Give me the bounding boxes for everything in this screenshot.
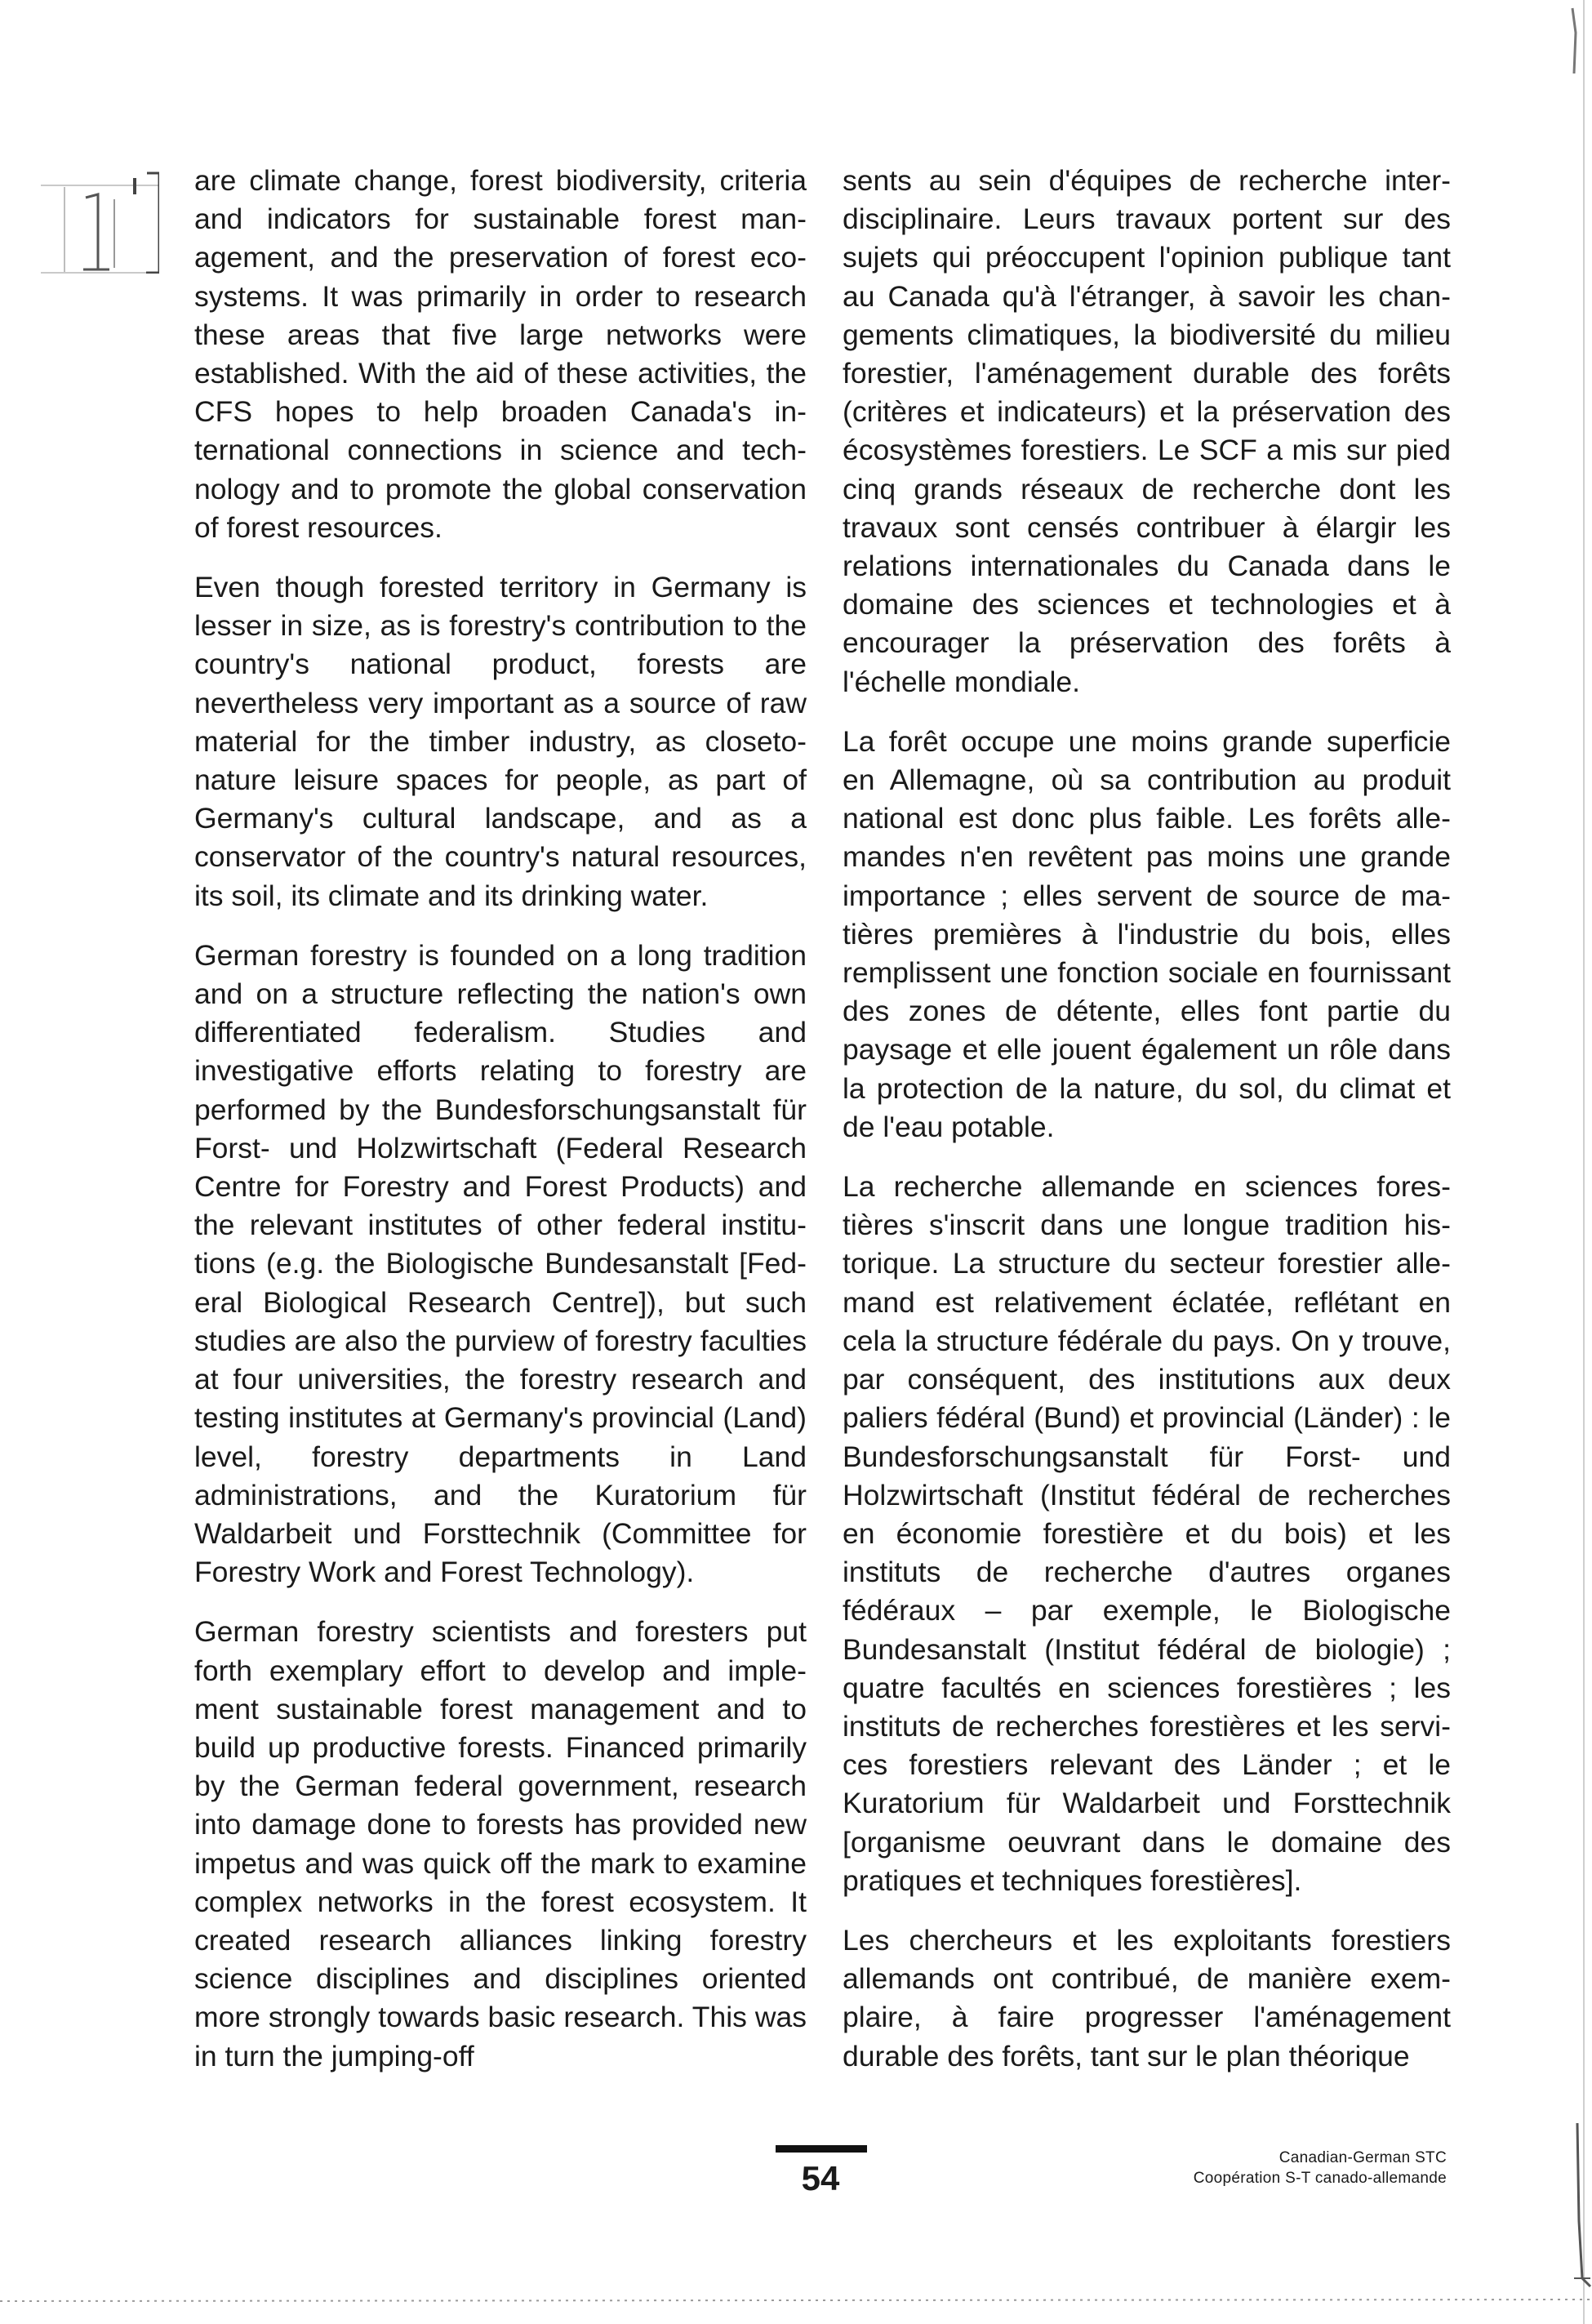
english-paragraph-1: are climate change, forest biodiversity, criteria and indicators for sustainable forest management, and the preservation of forest ecosystems. It was primarily in order to research these areas that five large networks were established. With the aid of these activities, the CFS hopes to help broaden Canada's international connections in science and technology and to promote the global conservation of forest resources. xyxy=(194,164,807,544)
french-column xyxy=(843,162,1451,2097)
chapter-tab-mark xyxy=(41,171,159,274)
french-paragraph-2: La forêt occupe une moins grande superficie en Allemagne, où sa contribution au produit national est donc plus faible. Les forêts allemandes n'en revêtent pas moins une grande importance ; elles servent de source de matières premières à l'industrie du bois, elles remplissent une fonction sociale en fournissant des zones de détente, elles font partie du paysage et elle jouent également un rôle dans la protection de la nature, du sol, du climat et de l'eau potable. xyxy=(843,724,1451,1143)
french-paragraph-3: La recherche allemande en sciences forestières s'inscrit dans une longue tradition historique. La structure du secteur forestier allemand est relativement éclatée, reflétant en cela la structure fédérale du pays. On y trouve, par conséquent, des institutions aux deux paliers fédéral (Bund) et provincial (Länder) : le Bundesforschungsanstalt für Forst- und Holzwirtschaft (Institut fédéral de recherches en économie forestière et du bois) et les instituts de recherche d'autres organes fédéraux – par exemple, le Biologische Bundesanstalt (Institut fédéral de biologie) ; quatre facultés en sciences forestières ; les instituts de recherches forestières et les services forestiers relevant des Länder ; et le Kuratorium für Waldarbeit und Forsttechnik [organisme oeuvrant dans le domaine des pratiques et techniques forestières]. xyxy=(843,1170,1451,1897)
french-paragraph-4: Les chercheurs et les exploitants forestiers allemands ont contribué, de manière exemplaire, à faire progresser l'aménagement durable des forêts, tant sur le plan théorique xyxy=(843,1923,1451,2072)
footer-rule xyxy=(776,2145,867,2153)
scan-binding-edge xyxy=(1525,0,1592,2324)
english-paragraph-2: Even though forested territory in Germany is lesser in size, as is forestry's contribution to the country's national product, forests are nevertheless very important as a source of raw material for the timber industry, as closeto-nature leisure spaces for people, as part of Germany's cultural landscape, and as a conservator of the country's natural resources, its soil, its climate and its drinking water. xyxy=(194,571,807,912)
footer-credit-english: Canadian-German STC xyxy=(1278,2149,1447,2166)
french-paragraph-1: sents au sein d'équipes de recherche interdisciplinaire. Leurs travaux portent sur des sujets qui préoccupent l'opinion publique tant au Canada qu'à l'étranger, à savoir les changements climatiques, la biodiversité du milieu forestier, l'aménagement durable des forêts (critères et indicateurs) et la préservation des écosystèmes forestiers. Le SCF a mis sur pied cinq grands réseaux de recherche dont les travaux sont censés contribuer à élargir les relations internationales du Canada dans le domaine des sciences et technologies et à encourager la préservation des forêts à l'échelle mondiale. xyxy=(843,164,1451,698)
english-paragraph-4: German forestry scientists and foresters put forth exemplary effort to develop and implement sustainable forest management and to build up productive forests. Financed primarily by the German federal government, research into damage done to forests has provided new impetus and was quick off the mark to examine complex networks in the forest ecosystem. It created research alliances linking forestry science disciplines and disciplines oriented more strongly towards basic research. This was in turn the jumping-off xyxy=(194,1615,807,2072)
page-number: 54 xyxy=(801,2159,840,2197)
scan-bottom-edge xyxy=(0,2296,1592,2324)
english-paragraph-3: German forestry is founded on a long tradition and on a structure reflecting the nation's own differentiated federalism. Studies and investigative efforts relating to forestry are performed by the Bundesforschungsanstalt für Forst- und Holzwirtschaft (Federal Research Centre for Forestry and Forest Products) and the relevant institutes of other federal institutions (e.g. the Biologische Bundesanstalt [Federal Biological Research Centre]), but such studies are also the purview of forestry faculties at four universities, the forestry research and testing institutes at Germany's provincial (Land) level, forestry departments in Land administrations, and the Kuratorium für Waldarbeit und Forsttechnik (Committee for Forestry Work and Forest Technology). xyxy=(194,938,807,1589)
footer-credit xyxy=(1194,2148,1447,2188)
english-column xyxy=(194,162,807,2097)
footer-credit-french: Coopération S-T canado-allemande xyxy=(1193,2170,1447,2187)
